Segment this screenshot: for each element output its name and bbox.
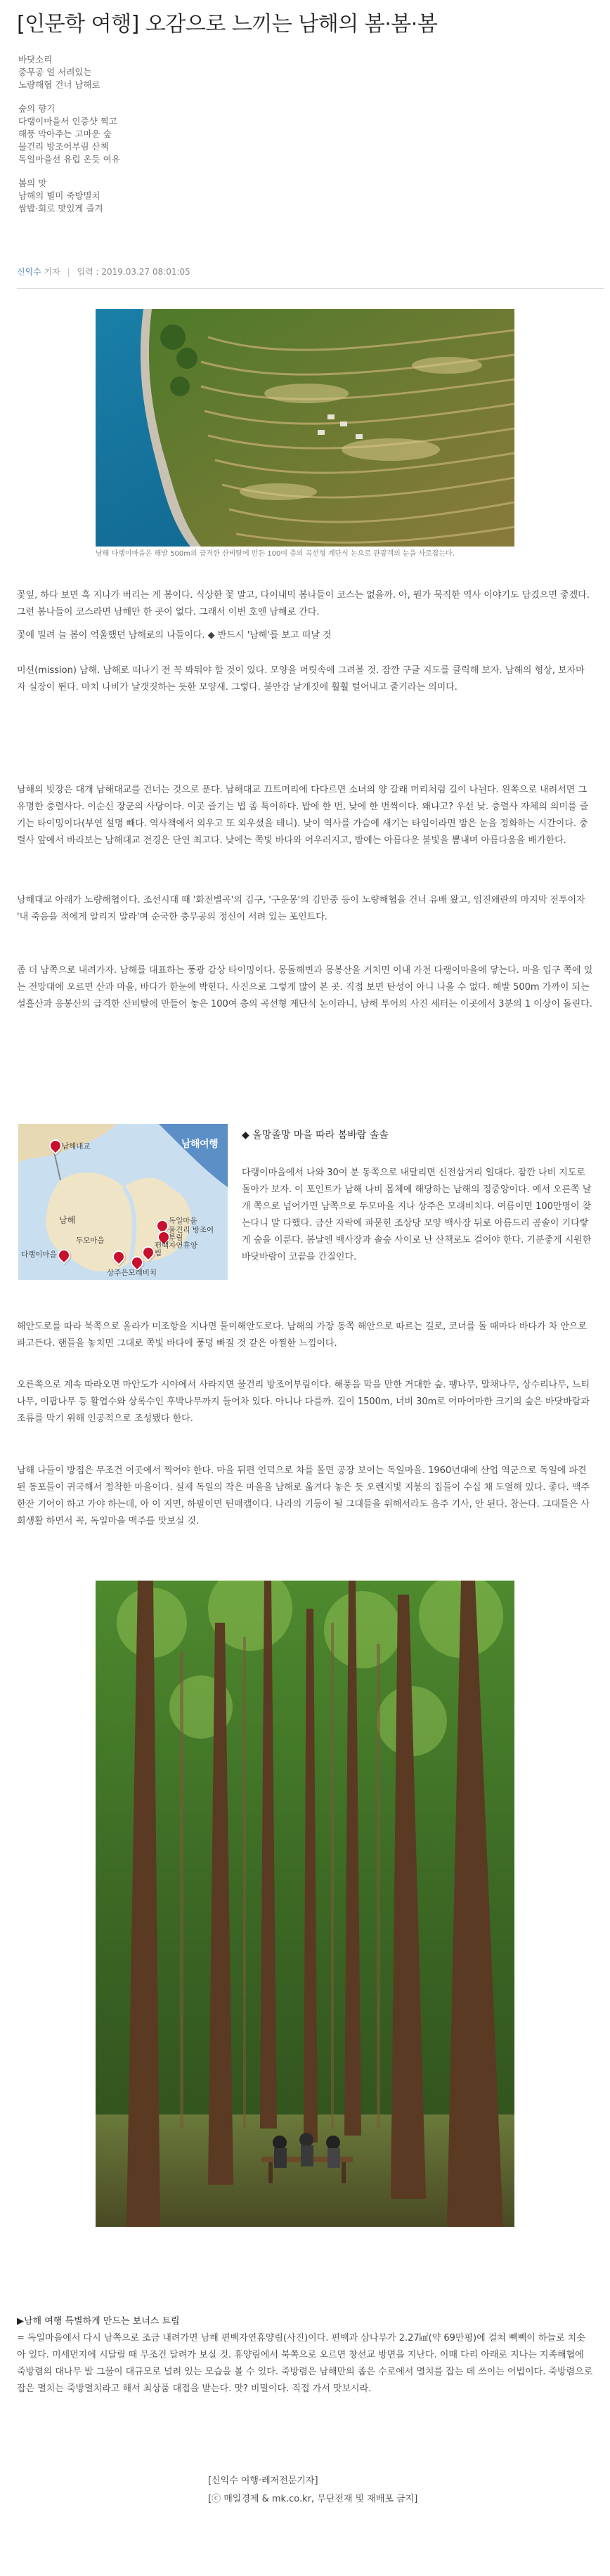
map-label-german: 독일마을 xyxy=(169,1217,197,1225)
subtitle-line: 물건리 방조어부림 산책 xyxy=(18,141,109,152)
paragraph-5: 남해대교 아래가 노량해협이다. 조선시대 때 '화전별곡'의 김구, '구운몽'의 김만중 등이 노량해협을 건너 유배 왔고, 임진왜란의 마지막 전투이자 '내 죽음을 적에게 알리지 말라'며 순국한 충무공의 정신이 서려 있는 포인트다. xyxy=(17,895,585,922)
map-label-sangju: 상주은모래비치 xyxy=(107,1269,157,1277)
subtitle-block xyxy=(18,103,440,166)
terraced-fields-image xyxy=(96,309,514,547)
paragraph-4: 남해의 빗장은 대개 남해대교를 건너는 것으로 푼다. 남해대교 끄트머리에 다다르면 소녀의 양 갈래 머리처럼 길이 나뉜다. 왼쪽으로 내려서면 그 유명한 충렬사다. 이순신 장군의 사당이다. 이곳 즐기는 법 좀 특이하다. 밥에 한 번, 낮에 한 번씩이다. 왜냐고? 우선 낮. 충렬사 자체의 의미를 즐기는 타이밍이다(부연 설명 빼다. 역사책에서 외우고 또 외우셨을 테니). 낮이 역사를 가슴에 새기는 타임이라면 밤은 눈을 정화하는 시간이다. 충렬사 앞에서 바라보는 남해대교 전경은 단연 최고다. 낮에는 쪽빛 바다와 어우러지고, 밤에는 아름다운 불빛을 뽐내며 아름다움을 배가한다. xyxy=(17,785,589,846)
subtitle-block xyxy=(18,177,440,215)
forest-image xyxy=(96,1581,514,2227)
subtitle-line: 바닷소리 xyxy=(18,54,53,65)
reporter-credit: [신익수 여행·레저전문기자] xyxy=(208,2476,318,2486)
subtitle-line: 숲의 향기 xyxy=(18,103,56,114)
paragraph-1: 꽃잎, 하다 보면 훅 지나가 버리는 게 봄이다. 식상한 꽃 말고, 다이내믹 봄나들이 코스는 없을까. 아, 뭔가 묵직한 역사 이야기도 담겼으면 좋겠다. 그런 봄나들이 코스라면 남해만 한 곳이 없다. 그래서 이번 호엔 남해로 간다. xyxy=(17,590,590,617)
subtitle-line: 남해의 별미 죽방멸치 xyxy=(18,190,100,201)
terraced-fields-photo xyxy=(96,309,514,547)
map-title: 남해여행 xyxy=(181,1139,219,1150)
subtitle-line: 노량해협 건너 남해로 xyxy=(18,79,100,90)
bonus-trip-heading: ▶남해 여행 특별하게 만드는 보너스 트립 xyxy=(17,2316,180,2327)
map-label-dumoryeo: 두모마을 xyxy=(76,1236,105,1245)
subtitle-line: 봄의 맛 xyxy=(18,178,47,188)
reporter-link[interactable]: 신익수 xyxy=(17,267,41,277)
subtitle-line: 독일마을선 유럽 온듯 여유 xyxy=(18,154,120,164)
map-label-mulgeon: 물건리 방조어부림 xyxy=(169,1226,214,1242)
map-label-namhae-bridge: 남해대교 xyxy=(62,1142,91,1151)
forest-photo xyxy=(96,1581,514,2227)
map-label-pyeonbaek: 편백자연휴양림 xyxy=(155,1241,197,1257)
paragraph-8: 오른쪽으로 계속 따라오면 마안도가 시야에서 사라지면 물건리 방조어부림이다. 해풍을 막을 만한 거대한 숲. 팽나무, 말채나무, 상수리나무, 느티나무, 이팝나무 등 활엽수와 상록수인 후박나무까지 들어차 있다. 아니나 다를까. 길이 1500m, 너비 30m로 어마어마한 크기의 숲은 바닷바람과 조류를 막기 위해 인공적으로 조성됐다 한다. xyxy=(17,1380,590,1424)
namhae-map xyxy=(18,1124,228,1280)
paragraph-7: 해안도로를 따라 북쪽으로 올라가 미조항을 지나면 물미해안도로다. 남해의 가장 동쪽 해안으로 따르는 길로, 코너를 돌 때마다 바다가 차 안으로 파고든다. 핸들을 놓치면 그대로 쪽빛 바다에 풍덩 빠질 것 같은 아찔한 느낌이다. xyxy=(17,1321,588,1349)
subtitle-line: 중무공 얼 서려있는 xyxy=(18,67,92,77)
map-label-namhae: 남해 xyxy=(59,1215,76,1225)
copyright-notice: [ⓒ 매일경제 & mk.co.kr, 무단전재 및 재배포 금지] xyxy=(208,2494,418,2504)
section-heading-village: ◆ 올망졸망 마을 따라 봄바람 솔솔 xyxy=(242,1130,389,1141)
subtitle-line: 쌈밥·회로 맛있게 즐겨 xyxy=(18,203,103,214)
photo-caption: 남해 다랭이마을은 해발 500m의 급격한 산비탈에 만든 100여 층의 곡선형 계단식 논으로 관광객의 눈을 사로잡는다. xyxy=(96,550,455,558)
paragraph-2: 꽃에 밀려 늘 봄이 억울했던 남해로의 나들이다. ◆ 반드시 '남해'를 보고 떠날 것 xyxy=(17,630,332,641)
side-paragraph-1: 다랭이마을에서 나와 30여 분 동쪽으로 내달리면 신전삼거리 일대다. 잠깐 나비 지도로 돌아가 보자. 이 포인트가 남해 나비 몸체에 해당하는 남해의 정중앙이다. 예서 오른쪽 날개 쪽으로 넘어가면 남쪽으로 두모마을 지나 상주은 모래비치다. 여름이면 100만명이 찾는다니 말 다했다. 금산 자락에 파묻힌 조상당 모양 백사장 뒤로 아름드리 곰솔이 기다랗게 숲을 이룬다. 봄날엔 백사장과 솔숲 사이로 난 산책로도 걸어야 한다. 기분좋게 시원한 바닷바람이 코끝을 간질인다. xyxy=(242,1168,592,1262)
paragraph-6: 좀 더 남쪽으로 내려가자. 남해를 대표하는 풍광 감상 타이밍이다. 몽돌해변과 몽봉산을 거치면 이내 가천 다랭이마을에 닿는다. 마을 입구 쪽에 있는 전망대에 오르면 산과 마을, 바다가 한눈에 박힌다. 사진으로 그렇게 많이 본 곳. 직접 보면 탄성이 아니 나올 수 없다. 해발 500m 가까이 되는 설흘산과 응봉산의 급격한 산비탈에 만들어 놓은 100여 층의 곡선형 계단식 논이라니, 남해 투어의 사진 세터는 이곳에서 3분의 1 이상이 돌린다. xyxy=(17,965,593,1009)
map-label-daraengi: 다랭이마을 xyxy=(21,1250,57,1259)
byline xyxy=(17,266,190,277)
header-divider xyxy=(17,288,604,289)
page-title: [인문학 여행] 오감으로 느끼는 남해의 봄·봄·봄 xyxy=(17,12,438,37)
subtitle-line: 해풍 막아주는 고마운 숲 xyxy=(18,129,112,139)
subtitle-list xyxy=(18,53,440,226)
publish-date: 입력 : 2019.03.27 08:01:05 xyxy=(77,267,190,277)
reporter-suffix: 기자 xyxy=(44,267,60,277)
bonus-trip-paragraph: = 독일마을에서 다시 남쪽으로 조금 내려가면 남해 편백자연휴양림(사진)이다. 편백과 삼나무가 2.27㎢(약 69만평)에 걸쳐 빽빽이 하늘로 치솟아 있다. 미세먼지에 시달릴 때 무조건 달려가 보실 것. 휴양림에서 북쪽으로 오르면 창선교 방면을 지난다. 이때 다리 아래로 지나는 지족해협에 죽방렴의 대나무 발 그물이 대규모로 널려 있는 모습을 볼 수 있다. 죽방렴은 남해만의 좁은 수로에서 멸치를 잡는 데 쓰이는 어법이다. 죽방렴으로 잡은 멸치는 죽방멸치라고 해서 최상품 대접을 받는다. 맛? 비밀이다. 직접 가서 맛보시라. xyxy=(17,2333,593,2394)
subtitle-block xyxy=(18,53,440,91)
paragraph-3: 미션(mission) 남해. 남해로 떠나기 전 꼭 봐둬야 할 것이 있다. 모양을 머릿속에 그려볼 것. 잠깐 구글 지도를 클릭해 보자. 남해의 형상, 보자마자 실장이 뛴다. 마치 나비가 날갯짓하는 듯한 모양새. 그렇다. 불안감 날개짓에 훨훨 털어내고 줄기라는 의미다. xyxy=(17,665,585,693)
byline-divider: | xyxy=(67,267,70,277)
paragraph-9: 남해 나들이 방점은 무조건 이곳에서 찍어야 한다. 마을 뒤편 언덕으로 차를 몰면 공장 보이는 독일마을. 1960년대에 산업 역군으로 독일에 파견된 동포들이 귀국해서 정착한 마을이다. 실제 독일의 작은 마을을 남해로 옮겨다 놓은 듯 오렌지빛 지붕의 집들이 수십 채 도열해 있다. 좋다. 맥주 한잔 기어이 하고 가야 하는데, 아 이 지면, 하필이면 틴매캡이다. 나라의 기둥이 될 그대들을 위해서라도 음주 기사, 안 된다. 참는다. 그대들은 사회생활 하면서 꼭, 독일마을 맥주를 맛보실 것. xyxy=(17,1465,590,1526)
subtitle-line: 다랭이마을서 인증샷 찍고 xyxy=(18,116,117,126)
